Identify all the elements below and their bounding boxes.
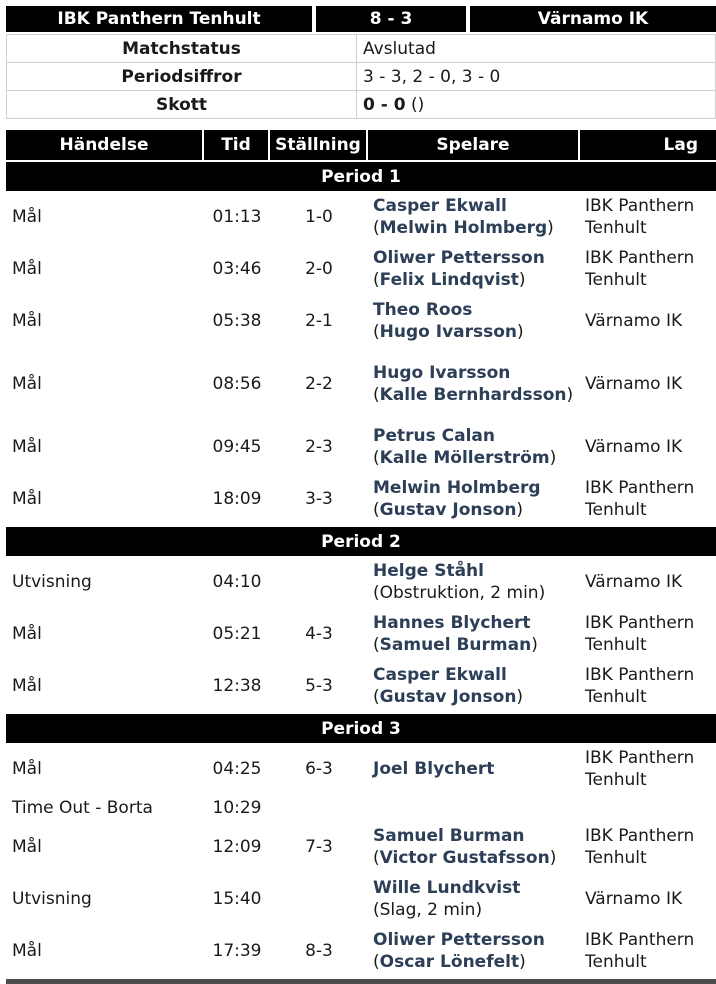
event-type: Mål <box>12 837 42 857</box>
player-link[interactable]: Melwin Holmberg <box>373 478 541 498</box>
event-row <box>6 191 716 243</box>
event-row <box>6 821 716 873</box>
event-team: IBK Panthern Tenhult <box>585 748 695 790</box>
event-score: 3-3 <box>305 489 333 509</box>
paren-close: ) <box>517 322 524 342</box>
player-link[interactable]: Hugo Ivarsson <box>373 363 511 383</box>
event-player-cell <box>368 191 580 243</box>
col-header-team: Lag <box>580 130 716 160</box>
assist-player-link[interactable]: Oscar Lönefelt <box>379 952 520 972</box>
event-player-cell <box>368 295 580 347</box>
match-summary-table <box>6 34 716 119</box>
assist-player-link[interactable]: Kalle Möllerström <box>379 448 550 468</box>
col-header-player: Spelare <box>368 130 580 160</box>
event-row <box>6 347 716 421</box>
paren-open: ( <box>373 448 380 468</box>
paren-open: ( <box>373 848 380 868</box>
event-score: 4-3 <box>305 624 333 644</box>
penalty-reason: (Obstruktion, 2 min) <box>373 583 546 603</box>
event-time: 04:10 <box>212 572 262 592</box>
event-type: Time Out - Borta <box>12 798 153 818</box>
event-type: Mål <box>12 489 42 509</box>
bottom-border <box>6 979 716 984</box>
summary-value <box>357 91 716 119</box>
paren-close: ) <box>516 687 524 707</box>
event-score: 8-3 <box>305 941 333 961</box>
away-team-name: Värnamo IK <box>470 6 716 32</box>
event-type: Mål <box>12 207 42 227</box>
event-row <box>6 743 716 795</box>
summary-label: Skott <box>7 91 357 119</box>
summary-label: Periodsiffror <box>7 63 357 91</box>
period-title: Period 3 <box>6 712 716 743</box>
event-time: 03:46 <box>212 259 262 279</box>
event-row <box>6 421 716 473</box>
player-link[interactable]: Petrus Calan <box>373 426 495 446</box>
event-player-cell <box>368 660 580 712</box>
penalty-reason: (Slag, 2 min) <box>373 900 483 920</box>
player-link[interactable]: Casper Ekwall <box>373 665 507 685</box>
paren-open: ( <box>373 385 380 405</box>
event-team: IBK Panthern Tenhult <box>585 248 695 290</box>
event-type: Mål <box>12 676 42 696</box>
assist-player-link[interactable]: Samuel Burman <box>379 635 532 655</box>
player-link[interactable]: Samuel Burman <box>373 826 525 846</box>
events-header-row <box>6 130 716 160</box>
event-team: IBK Panthern Tenhult <box>585 613 695 655</box>
match-header <box>6 6 716 32</box>
event-type: Utvisning <box>12 572 92 592</box>
assist-player-link[interactable]: Felix Lindqvist <box>379 270 519 290</box>
event-type: Mål <box>12 624 42 644</box>
events-table <box>6 130 716 977</box>
event-score <box>270 873 368 925</box>
paren-close: ) <box>547 218 554 238</box>
player-link[interactable]: Hannes Blychert <box>373 613 531 633</box>
paren-close: ) <box>549 448 557 468</box>
paren-open: ( <box>373 952 380 972</box>
event-time: 08:56 <box>212 374 262 394</box>
event-row <box>6 795 716 821</box>
summary-row-periods <box>7 63 716 91</box>
event-type: Mål <box>12 311 42 331</box>
event-score: 1-0 <box>305 207 333 227</box>
assist-player-link[interactable]: Victor Gustafsson <box>379 848 550 868</box>
assist-player-link[interactable]: Hugo Ivarsson <box>379 322 518 342</box>
period-header-row <box>6 712 716 743</box>
event-type: Mål <box>12 259 42 279</box>
event-time: 12:38 <box>212 676 262 696</box>
event-team: IBK Panthern Tenhult <box>585 826 695 868</box>
paren-close: ) <box>518 270 526 290</box>
event-row <box>6 556 716 608</box>
period-header-row <box>6 525 716 556</box>
player-link[interactable]: Oliwer Pettersson <box>373 248 545 268</box>
events-body <box>6 160 716 977</box>
event-team: Värnamo IK <box>585 311 683 331</box>
event-player-cell <box>368 243 580 295</box>
event-row <box>6 473 716 525</box>
event-player-cell <box>368 821 580 873</box>
event-player-cell <box>368 795 580 821</box>
event-type: Utvisning <box>12 889 92 909</box>
event-time: 18:09 <box>212 489 262 509</box>
event-type: Mål <box>12 437 42 457</box>
event-player-cell <box>368 608 580 660</box>
match-score: 8 - 3 <box>316 6 466 32</box>
col-header-event: Händelse <box>6 130 204 160</box>
event-time: 10:29 <box>212 798 262 818</box>
event-player-cell <box>368 347 580 421</box>
event-score: 2-3 <box>305 437 333 457</box>
shots-score: 0 - 0 <box>363 94 406 115</box>
assist-player-link[interactable]: Gustav Jonson <box>379 500 517 520</box>
event-score: 2-1 <box>305 311 333 331</box>
event-time: 04:25 <box>212 759 262 779</box>
event-time: 05:21 <box>212 624 262 644</box>
event-team: IBK Panthern Tenhult <box>585 478 695 520</box>
paren-close: ) <box>519 952 526 972</box>
event-score: 7-3 <box>305 837 333 857</box>
paren-open: ( <box>373 635 380 655</box>
event-team: Värnamo IK <box>585 572 683 592</box>
summary-row-status <box>7 35 716 63</box>
summary-row-shots <box>7 91 716 119</box>
assist-player-link[interactable]: Kalle Bernhardsson <box>379 385 567 405</box>
paren-close: ) <box>516 500 524 520</box>
player-link[interactable]: Theo Roos <box>373 300 473 320</box>
event-time: 15:40 <box>212 889 262 909</box>
paren-open: ( <box>373 270 380 290</box>
event-score: 2-2 <box>305 374 333 394</box>
paren-open: ( <box>373 500 380 520</box>
event-time: 05:38 <box>212 311 262 331</box>
player-link[interactable]: Casper Ekwall <box>373 196 507 216</box>
event-team: Värnamo IK <box>585 437 683 457</box>
event-player-cell <box>368 743 580 795</box>
paren-close: ) <box>549 848 557 868</box>
event-player-cell <box>368 556 580 608</box>
summary-value: Avslutad <box>357 35 716 63</box>
period-title: Period 1 <box>6 160 716 191</box>
event-row <box>6 925 716 977</box>
paren-open: ( <box>373 322 380 342</box>
event-row <box>6 660 716 712</box>
event-row <box>6 608 716 660</box>
col-header-score: Ställning <box>270 130 368 160</box>
event-player-cell <box>368 925 580 977</box>
event-row <box>6 243 716 295</box>
event-team: Värnamo IK <box>585 374 683 394</box>
event-type: Mål <box>12 759 42 779</box>
paren-open: ( <box>373 218 380 238</box>
player-link[interactable]: Helge Ståhl <box>373 561 484 581</box>
summary-label: Matchstatus <box>7 35 357 63</box>
event-row <box>6 295 716 347</box>
event-time: 09:45 <box>212 437 262 457</box>
event-score: 2-0 <box>305 259 333 279</box>
event-team: Värnamo IK <box>585 889 683 909</box>
event-player-cell <box>368 421 580 473</box>
event-team: IBK Panthern Tenhult <box>585 196 695 238</box>
player-link[interactable]: Oliwer Pettersson <box>373 930 545 950</box>
event-time: 12:09 <box>212 837 262 857</box>
home-team-name: IBK Panthern Tenhult <box>6 6 312 32</box>
event-type: Mål <box>12 941 42 961</box>
player-link[interactable]: Wille Lundkvist <box>373 878 521 898</box>
shots-extra: () <box>405 94 425 115</box>
event-type: Mål <box>12 374 42 394</box>
event-team: IBK Panthern Tenhult <box>585 665 695 707</box>
event-team <box>580 795 716 821</box>
event-row <box>6 873 716 925</box>
col-header-time: Tid <box>204 130 270 160</box>
event-score: 6-3 <box>305 759 333 779</box>
paren-close: ) <box>566 385 574 405</box>
event-player-cell <box>368 873 580 925</box>
paren-close: ) <box>531 635 538 655</box>
event-score <box>270 556 368 608</box>
event-team: IBK Panthern Tenhult <box>585 930 695 972</box>
assist-player-link[interactable]: Melwin Holmberg <box>379 218 548 238</box>
assist-player-link[interactable]: Gustav Jonson <box>379 687 517 707</box>
period-header-row <box>6 160 716 191</box>
event-score: 5-3 <box>305 676 333 696</box>
player-link[interactable]: Joel Blychert <box>373 759 495 779</box>
event-time: 17:39 <box>212 941 262 961</box>
event-time: 01:13 <box>212 207 262 227</box>
summary-value: 3 - 3, 2 - 0, 3 - 0 <box>357 63 716 91</box>
event-score <box>270 795 368 821</box>
event-player-cell <box>368 473 580 525</box>
period-title: Period 2 <box>6 525 716 556</box>
paren-open: ( <box>373 687 380 707</box>
